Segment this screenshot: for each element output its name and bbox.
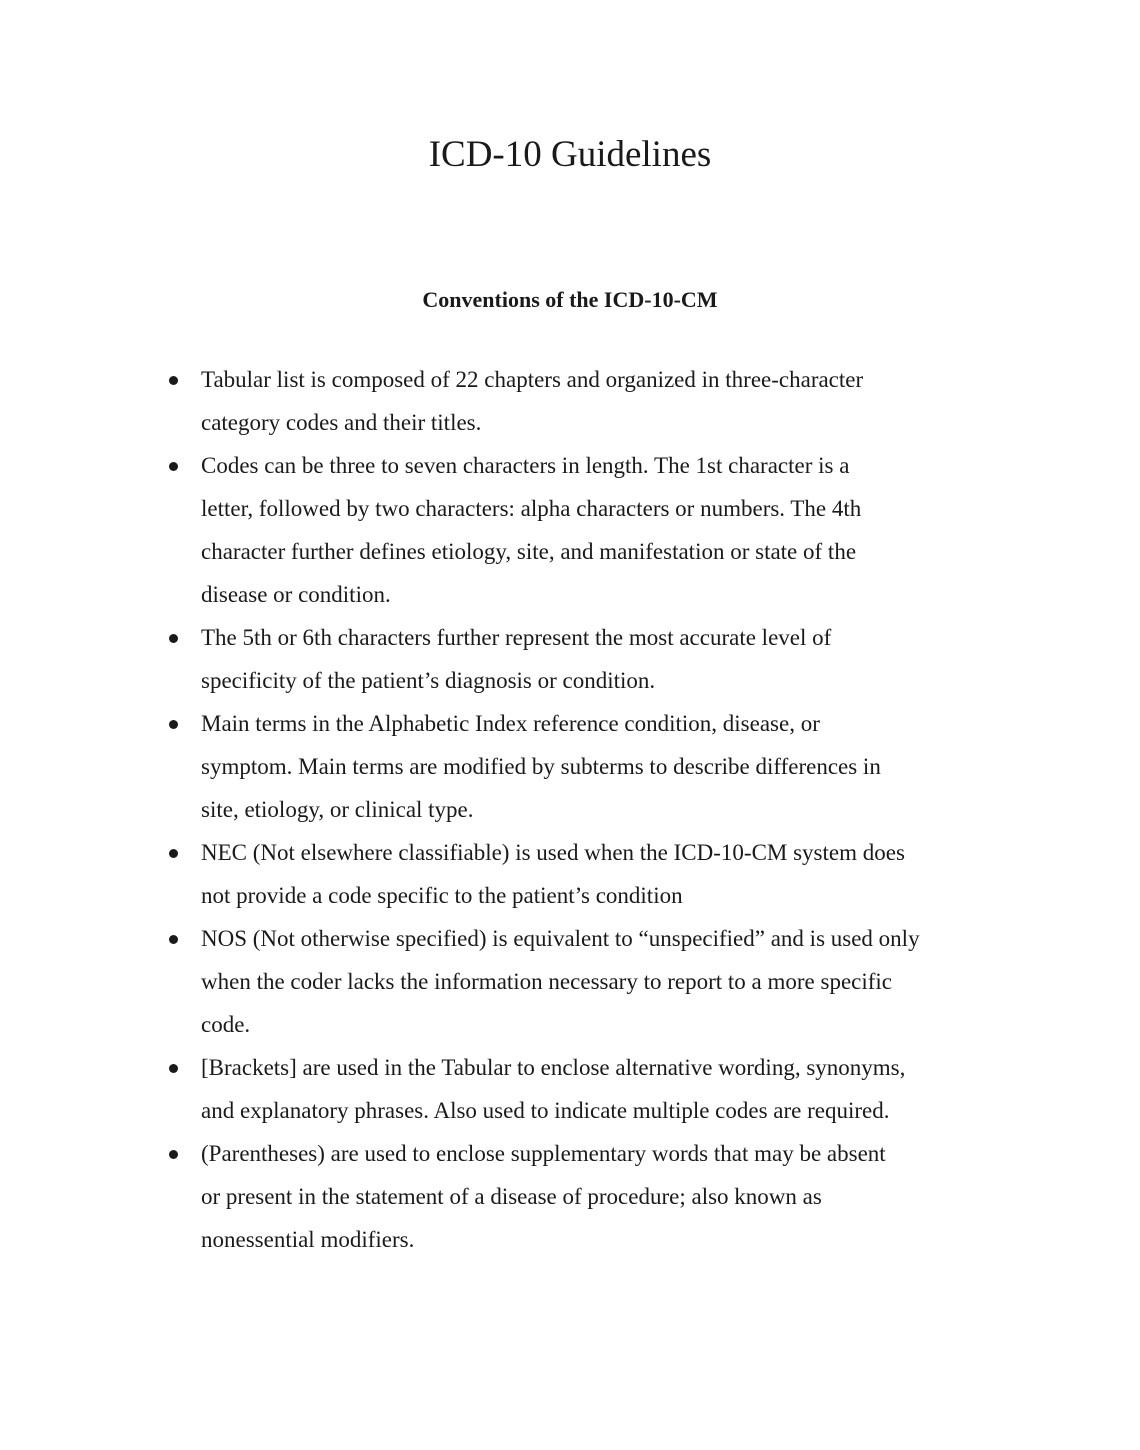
list-item-text: specificity of the patient’s diagnosis or condition. (201, 668, 656, 693)
list-item-text: symptom. Main terms are modified by subterms to describe differences in (201, 754, 881, 779)
list-item-text: nonessential modifiers. (201, 1227, 415, 1252)
bullet-icon (169, 462, 178, 471)
list-item-text: or present in the statement of a disease of procedure; also known as (201, 1184, 822, 1209)
document-title: ICD-10 Guidelines (428, 134, 712, 175)
list-item-text: character further defines etiology, site, and manifestation or state of the (201, 539, 857, 564)
list-item-text: letter, followed by two characters: alpha characters or numbers. The 4th (201, 496, 862, 521)
list-item-text: disease or condition. (201, 582, 391, 607)
bullet-icon (169, 720, 178, 729)
list-item (0, 831, 1140, 917)
list-item (0, 616, 1140, 702)
list-item-text: when the coder lacks the information necessary to report to a more specific (201, 969, 893, 994)
list-item (0, 444, 1140, 616)
list-item-text: and explanatory phrases. Also used to indicate multiple codes are required. (201, 1098, 890, 1123)
list-item-text: category codes and their titles. (201, 410, 482, 435)
list-item-text: Tabular list is composed of 22 chapters and organized in three-character (201, 367, 864, 392)
list-item (0, 702, 1140, 831)
list-item-text: Main terms in the Alphabetic Index reference condition, disease, or (201, 711, 820, 736)
list-item-text: site, etiology, or clinical type. (201, 797, 474, 822)
bullet-icon (169, 935, 178, 944)
list-item-text: (Parentheses) are used to enclose supplementary words that may be absent (201, 1141, 886, 1166)
list-item (0, 917, 1140, 1046)
list-item-text: The 5th or 6th characters further represent the most accurate level of (201, 625, 832, 650)
list-item-text: NEC (Not elsewhere classifiable) is used when the ICD-10-CM system does (201, 840, 905, 865)
list-item (0, 358, 1140, 444)
bullet-icon (169, 1150, 178, 1159)
bullet-icon (169, 1064, 178, 1073)
bullet-icon (169, 634, 178, 643)
list-item-text: NOS (Not otherwise specified) is equivalent to “unspecified” and is used only (201, 926, 920, 951)
list-item-text: Codes can be three to seven characters in length. The 1st character is a (201, 453, 850, 478)
list-item (0, 1046, 1140, 1132)
list-item-text: not provide a code specific to the patient’s condition (201, 883, 683, 908)
guidelines-list (0, 358, 1140, 1261)
list-item-text: code. (201, 1012, 251, 1037)
bullet-icon (169, 376, 178, 385)
section-heading: Conventions of the ICD-10-CM (422, 287, 718, 312)
list-item-text: [Brackets] are used in the Tabular to enclose alternative wording, synonyms, (201, 1055, 906, 1080)
bullet-icon (169, 849, 178, 858)
list-item (0, 1132, 1140, 1261)
